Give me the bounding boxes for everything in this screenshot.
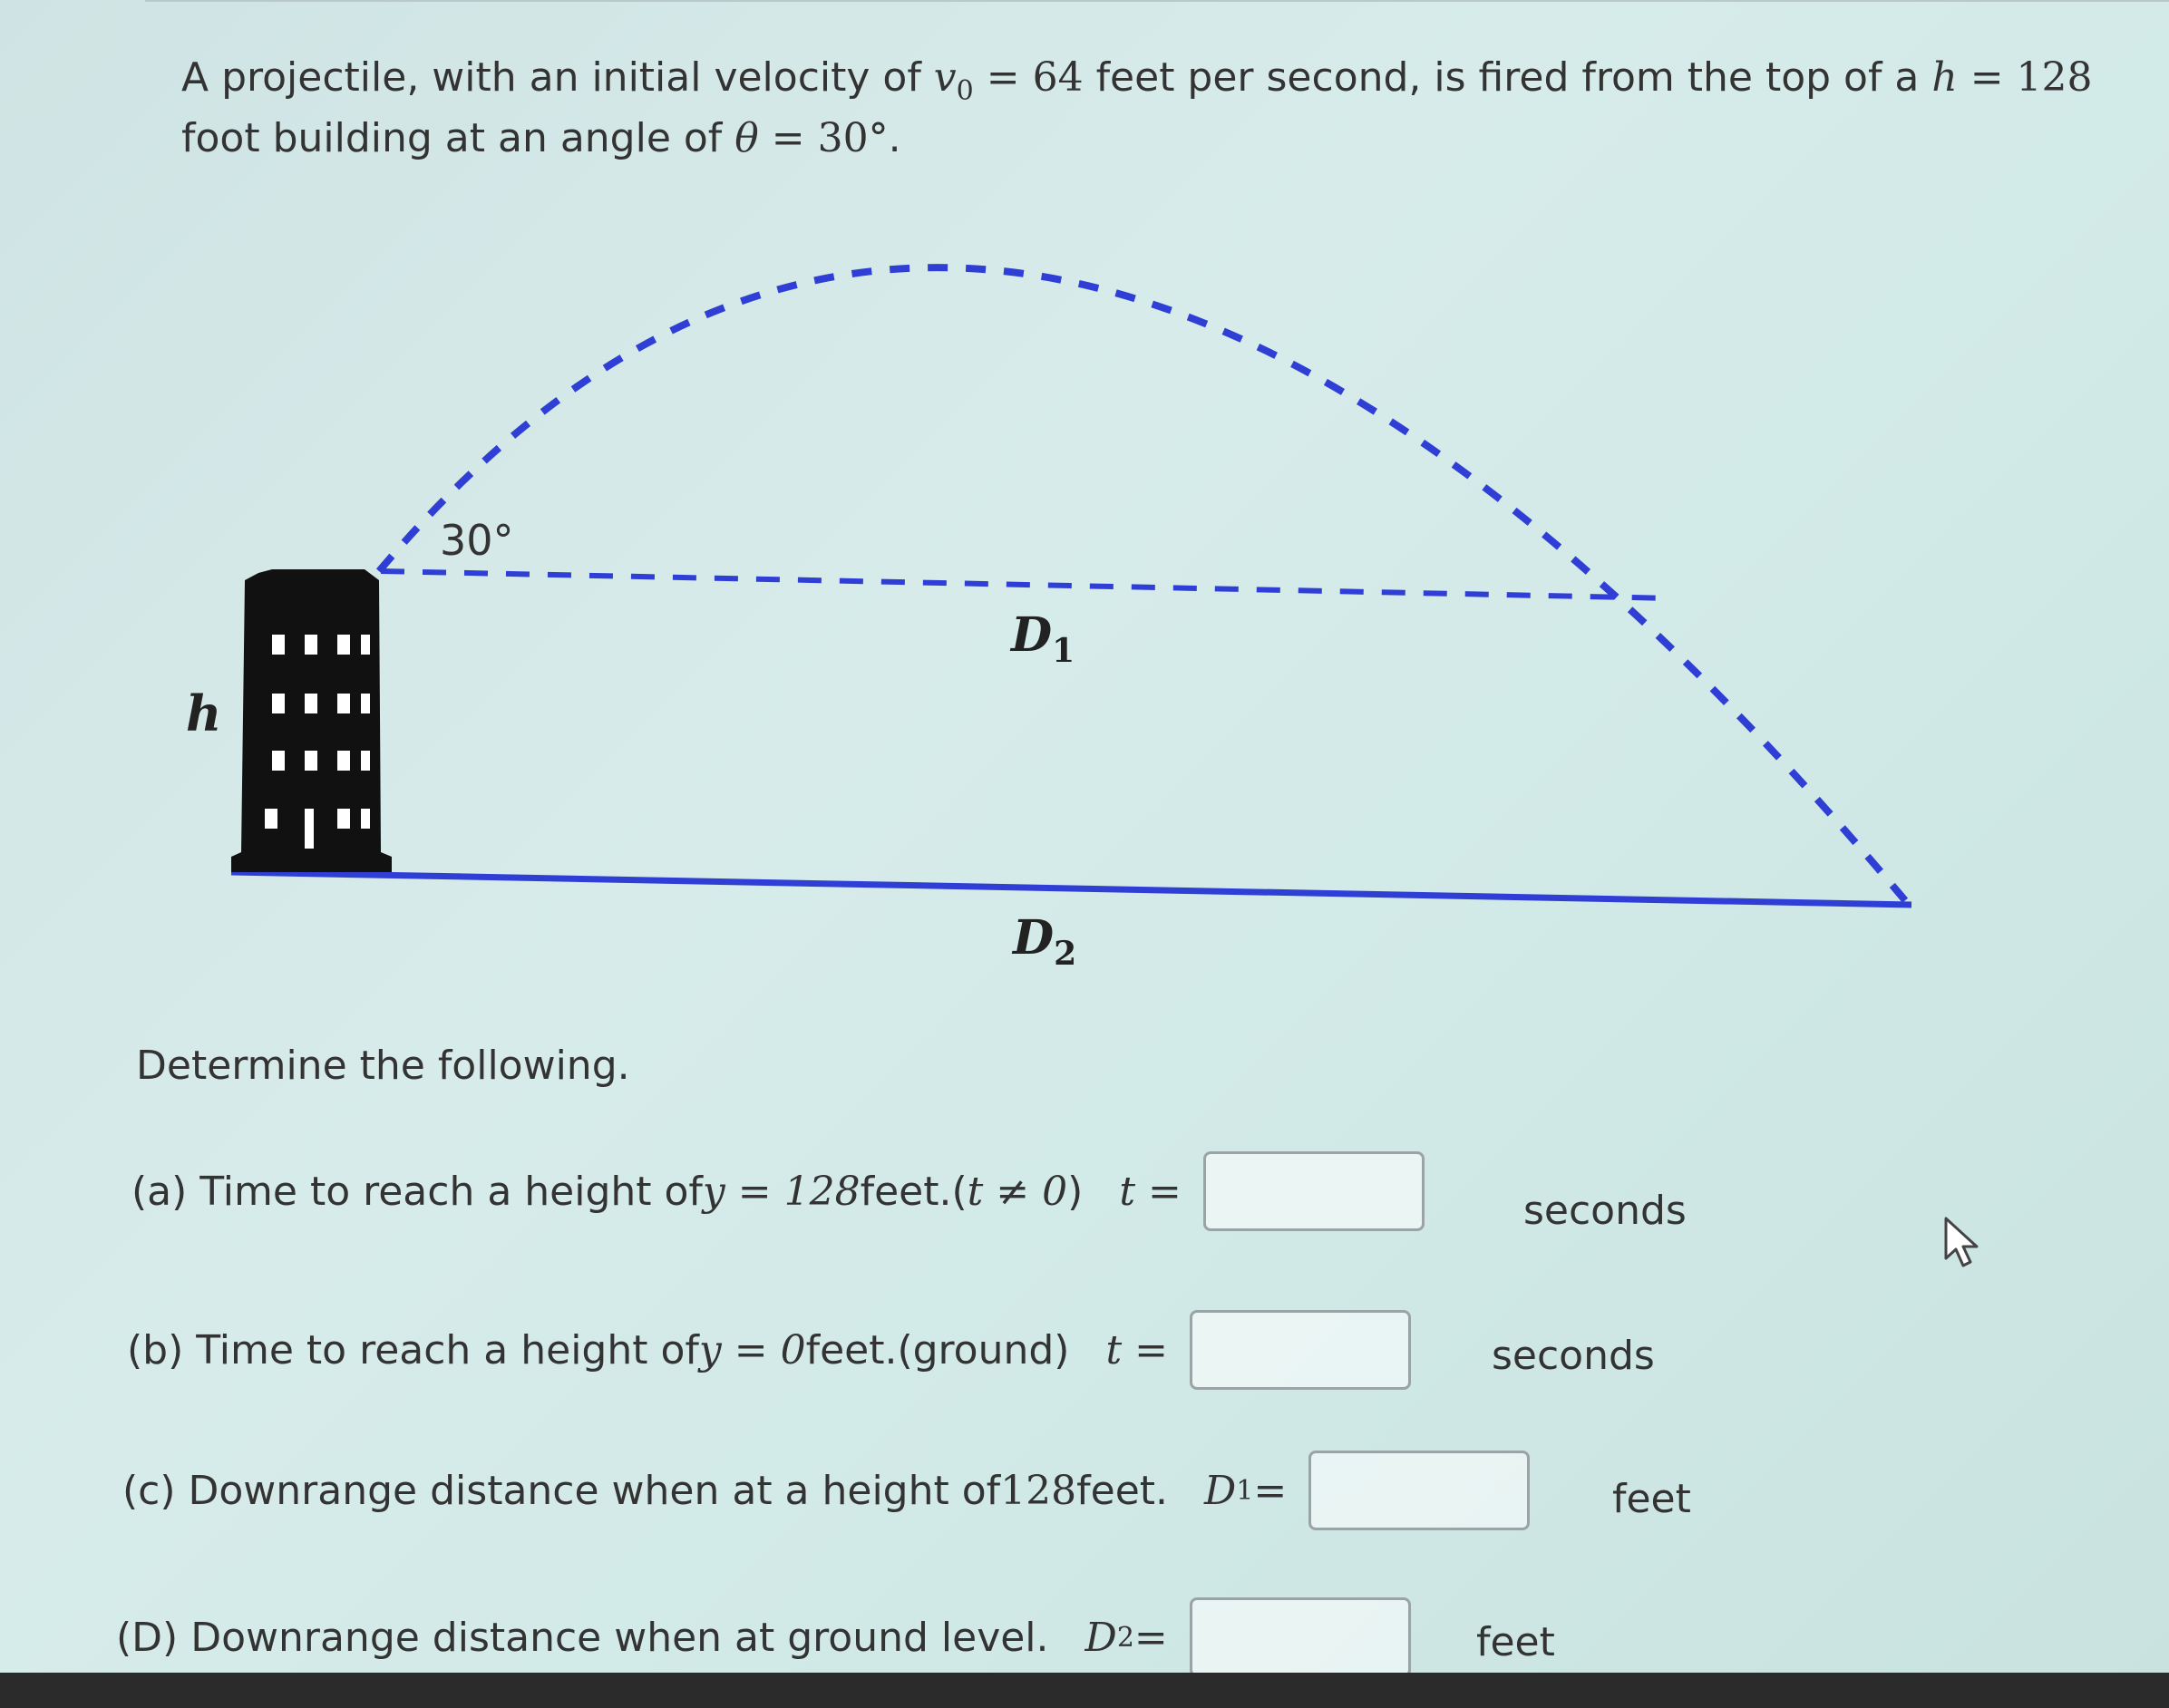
d2-letter: D	[1013, 910, 1055, 966]
question-d	[116, 1597, 1411, 1677]
v0-symbol: v	[933, 54, 957, 101]
unit-c: feet	[1612, 1476, 1691, 1522]
h-value: = 128	[1957, 54, 2093, 101]
question-b-text: (b) Time to reach a height of	[127, 1326, 699, 1373]
theta-symbol: θ	[734, 114, 759, 161]
d1-letter: D	[1011, 607, 1053, 663]
d1-subscript: 1	[1052, 632, 1075, 670]
question-d-lhs-sub: 2	[1116, 1621, 1134, 1654]
answer-input-d[interactable]	[1190, 1597, 1411, 1677]
question-c-lhs-eq: =	[1253, 1467, 1288, 1514]
question-b	[127, 1310, 1411, 1390]
prompt-text: Determine the following.	[136, 1043, 630, 1089]
theta-value: = 30°	[758, 114, 889, 161]
answer-input-a[interactable]	[1203, 1151, 1425, 1231]
building-icon	[231, 569, 392, 872]
answer-input-c[interactable]	[1308, 1451, 1530, 1530]
question-a-close: )	[1067, 1168, 1084, 1215]
question-c-math: 128	[1000, 1467, 1077, 1514]
intro-period: .	[888, 114, 901, 161]
v0-value: = 64	[973, 54, 1084, 101]
question-d-text: (D) Downrange distance when at ground level.	[116, 1614, 1049, 1661]
answer-input-b[interactable]	[1190, 1310, 1411, 1390]
question-a-text: (a) Time to reach a height of	[131, 1168, 703, 1215]
ground-line	[231, 872, 1911, 905]
question-c-suffix: feet.	[1076, 1467, 1169, 1514]
intro-text-2: feet per second, is fired from the top of a	[1083, 54, 1932, 101]
question-c-lhs-sub: 1	[1236, 1474, 1254, 1507]
d2-label	[1011, 910, 1076, 973]
question-c-text: (c) Downrange distance when at a height of	[122, 1467, 1001, 1514]
intro-text-1: A projectile, with an initial velocity of	[181, 54, 934, 101]
question-b-math: y = 0	[698, 1326, 806, 1373]
question-a-math: y = 128	[702, 1168, 861, 1215]
mouse-cursor-icon	[1940, 1215, 1986, 1273]
angle-label: 30°	[440, 516, 514, 565]
d1-dashed-line	[381, 571, 1673, 598]
question-a	[131, 1151, 1425, 1231]
question-a-lhs: t =	[1119, 1168, 1182, 1215]
v0-subscript: 0	[956, 74, 974, 107]
question-a-condition: t ≠ 0	[967, 1168, 1068, 1215]
intro-text-3: foot building at an angle of	[181, 114, 735, 161]
question-b-lhs: t =	[1105, 1326, 1169, 1373]
unit-b: seconds	[1492, 1333, 1655, 1379]
question-c	[122, 1451, 1530, 1530]
question-b-suffix: feet.(ground)	[805, 1326, 1070, 1373]
h-symbol: h	[1931, 54, 1958, 101]
d2-subscript: 2	[1054, 935, 1077, 973]
question-a-suffix: feet.(	[860, 1168, 968, 1215]
question-d-lhs: D	[1084, 1614, 1117, 1661]
unit-a: seconds	[1523, 1188, 1687, 1234]
h-label: h	[186, 684, 222, 742]
question-c-lhs: D	[1204, 1467, 1237, 1514]
d1-label	[1009, 607, 1075, 670]
unit-d: feet	[1476, 1619, 1555, 1665]
bottom-bezel	[0, 1673, 2169, 1708]
question-d-lhs-eq: =	[1133, 1614, 1168, 1661]
